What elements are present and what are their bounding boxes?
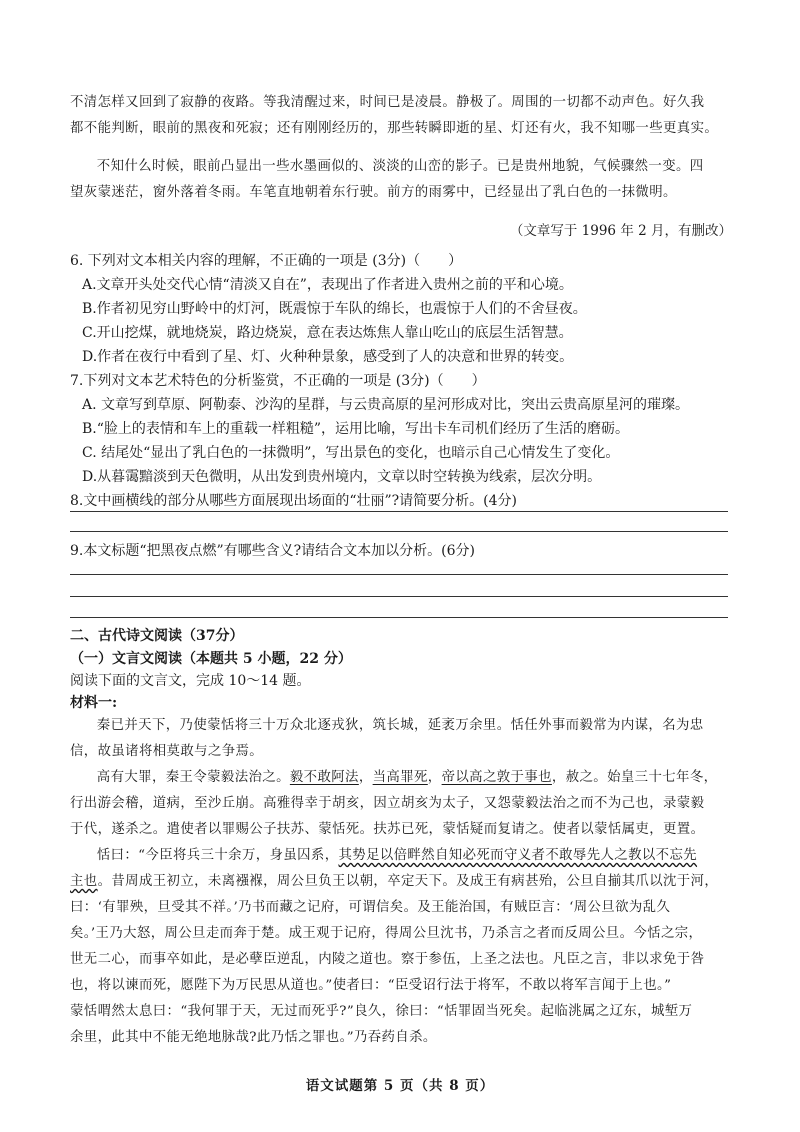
material-line [70,843,732,869]
question-6-option-d: D.作者在夜行中看到了星、灯、火种种景象，感受到了人的决意和世界的转变。 [82,349,574,365]
material-line [70,869,732,895]
subsection-title-text: （一）文言文阅读（本题共 5 小题，22 分） [70,651,352,667]
wavy-underlined-sentence: 其势足以倍畔然自知必死而守义者不敢辱先人之教以不忘先 [338,848,698,863]
material-paragraph-1 [70,713,732,765]
material-line: 也，将以谏而死，愿陛下为万民思从道也。”使者曰：“臣受诏行法于将军，不敢以将军言闻于上也。” [70,978,672,993]
text-run: ， [427,770,442,785]
essay-line: 不知什么时候，眼前凸显出一些水墨画似的、淡淡的山峦的影子。已是贵州地貌，气候骤然一变。四 [96,159,704,174]
answer-line [70,574,728,575]
material-line: 世无二心，而事卒如此，是必孽臣逆乱，内陵之道也。察于参伍，上圣之法也。凡臣之言，非以求免于咎 [70,952,705,967]
essay-line: 都不能判断，眼前的黑夜和死寂；还有刚刚经历的，那些转瞬即逝的星、灯还有火，我不知哪一些更真实。 [70,121,719,136]
question-9-stem: 9.本文标题“把黑夜点燃”有哪些含义?请结合文本加以分析。(6分) [70,543,476,559]
question-7-option-c: C. 结尾处“显出了乳白色的一抹微明”，写出景色的变化，也暗示自己心情发生了变化。 [82,445,620,461]
subsection-title [70,648,732,668]
underlined-sentence: 当高罪死 [372,770,428,785]
question-6-stem: 6. 下列对文本相关内容的理解，不正确的一项是 (3分)（ ） [70,253,463,269]
question-7-option-b: B.“脸上的表情和车上的重载一样粗糙”，运用比喻，写出卡车司机们经历了生活的磨砺。 [82,421,630,437]
material-line: 于代，遂杀之。遣使者以罪赐公子扶苏、蒙恬死。扶苏已死，蒙恬疑而复请之。使者以蒙恬属吏，更置。 [70,822,705,837]
reading-instruction: 阅读下面的文言文，完成 10～14 题。 [70,673,311,689]
answer-line [70,596,728,597]
page-footer: 语文试题第 5 页（共 8 页） [305,1078,495,1094]
material-line: 秦已并天下，乃使蒙恬将三十万众北逐戎狄，筑长城，延袤万余里。恬任外事而毅常为内谋，名为忠 [96,718,704,733]
question-7-option-d: D.从暮霭黯淡到天色微明，从出发到贵州境内，文章以时空转换为线索，层次分明。 [82,469,602,485]
underlined-sentence: 帝以高之敦于事也 [441,770,552,785]
text-run: ，赦之。始皇三十七年冬， [551,770,718,785]
wavy-underlined-sentence: 主也 [70,874,98,889]
text-run: ， [358,770,373,785]
material-line: 行出游会稽，道病，至沙丘崩。高雅得幸于胡亥，因立胡亥为太子，又怨蒙毅法治之而不为己也，录蒙毅 [70,796,705,811]
essay-paragraph-2 [70,154,732,206]
material-line: 曰：‘有罪殃，旦受其不祥。’乃书而藏之记府，可谓信矣。及王能治国，有贼臣言：‘周公旦欲为乱久 [70,900,671,915]
material-line: 信，故虽诸将相莫敢与之争焉。 [70,744,264,759]
essay-line: 望灰蒙迷茫，窗外落着冬雨。车笔直地朝着东行驶。前方的雨雾中，已经显出了乳白色的一抹微明。 [70,185,677,200]
question-7-stem: 7.下列对文本艺术特色的分析鉴赏，不正确的一项是 (3分)（ ） [70,373,486,389]
material-paragraph-3 [70,843,732,1051]
material-paragraph-2 [70,765,732,843]
section-title: 二、古代诗文阅读（37分） [70,628,244,644]
answer-line [70,511,728,512]
question-7-option-a: A. 文章写到草原、阿勒泰、沙沟的星群，与云贵高原的星河形成对比，突出云贵高原星河的璀璨。 [82,397,690,413]
essay-line: 不清怎样又回到了寂静的夜路。等我清醒过来，时间已是凌晨。静极了。周围的一切都不动声色。好久我 [70,95,705,110]
question-8-stem: 8.文中画横线的部分从哪些方面展现出场面的“壮丽”?请简要分析。(4分) [70,493,518,509]
material-line: 蒙恬喟然太息曰：“我何罪于天，无过而死乎?”良久，徐曰：“恬罪固当死矣。起临洮属之辽东，城堑万 [70,1004,693,1019]
answer-line [70,617,728,618]
question-6-option-c: C.开山挖煤，就地烧炭，路边烧炭，意在表达炼焦人靠山吃山的底层生活智慧。 [82,325,573,341]
text-run: 高有大罪，秦王令蒙毅法治之。 [96,770,290,785]
question-6-option-a: A.文章开头处交代心情“清淡又自在”，表现出了作者进入贵州之前的平和心境。 [82,277,573,293]
material-label: 材料一: [70,695,118,711]
underlined-sentence: 毅不敢阿法 [289,770,359,785]
question-6-option-b: B.作者初见穷山野岭中的灯河，既震惊于车队的绵长，也震惊于人们的不舍昼夜。 [82,301,587,317]
essay-paragraph-1 [70,90,732,142]
text-run: 恬曰：“今臣将兵三十余万，身虽囚系， [96,848,339,863]
answer-line [70,531,728,532]
text-run: 。昔周成王初立，未离襁褓，周公旦负王以朝，卒定天下。及成王有病甚殆，公旦自揃其爪以沈于河， [97,874,719,889]
source-note: （文章写于 1996 年 2 月，有删改） [509,223,732,239]
material-line: 矣。’王乃大怒，周公旦走而奔于楚。成王观于记府，得周公旦沈书，乃杀言之者而反周公旦。今恬之宗， [70,926,703,941]
material-line [70,765,732,791]
material-line: 余里，此其中不能无绝地脉哉?此乃恬之罪也。”乃吞药自杀。 [70,1030,437,1045]
